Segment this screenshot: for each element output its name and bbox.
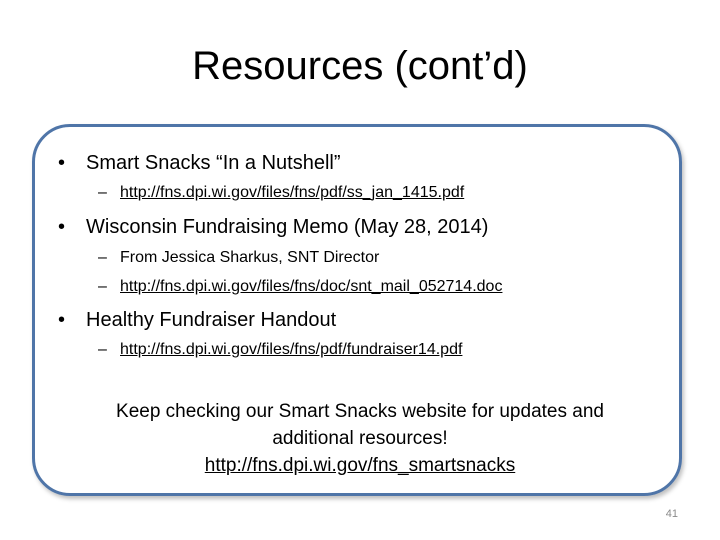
bullet-icon: • — [58, 216, 66, 238]
sub-item-link[interactable] — [98, 278, 502, 296]
sub-item-label: From Jessica Sharkus, SNT Director — [120, 249, 380, 266]
sub-item-link[interactable] — [98, 341, 462, 359]
closing-note — [40, 398, 680, 479]
dash-icon: – — [98, 341, 107, 358]
dash-icon: – — [98, 278, 107, 295]
sub-item-link[interactable] — [98, 184, 464, 202]
bullet-text: Smart Snacks “In a Nutshell” — [86, 152, 341, 174]
slide-title: Resources (cont’d) — [192, 44, 528, 88]
bullet-text: Healthy Fundraiser Handout — [86, 309, 337, 331]
resource-link[interactable]: http://fns.dpi.wi.gov/files/fns/doc/snt_mail_052714.doc — [120, 278, 503, 295]
dash-icon: – — [98, 184, 107, 201]
sub-item-text — [98, 249, 379, 267]
resource-link[interactable]: http://fns.dpi.wi.gov/files/fns/pdf/ss_jan_1415.pdf — [120, 184, 465, 201]
closing-line: Keep checking our Smart Snacks website for updates and — [116, 401, 604, 422]
dash-icon: – — [98, 249, 107, 266]
closing-line: additional resources! — [272, 428, 448, 449]
bullet-text: Wisconsin Fundraising Memo (May 28, 2014) — [86, 216, 489, 238]
smart-snacks-website-link[interactable]: http://fns.dpi.wi.gov/fns_smartsnacks — [204, 455, 516, 476]
bullet-item-fundraiser-handout — [58, 309, 336, 332]
resource-link[interactable]: http://fns.dpi.wi.gov/files/fns/pdf/fundraiser14.pdf — [120, 341, 463, 358]
bullet-icon: • — [58, 309, 66, 331]
slide-number: 41 — [665, 508, 678, 520]
bullet-icon: • — [58, 152, 66, 174]
bullet-item-fundraising-memo — [58, 216, 488, 239]
bullet-item-smart-snacks — [58, 152, 341, 175]
